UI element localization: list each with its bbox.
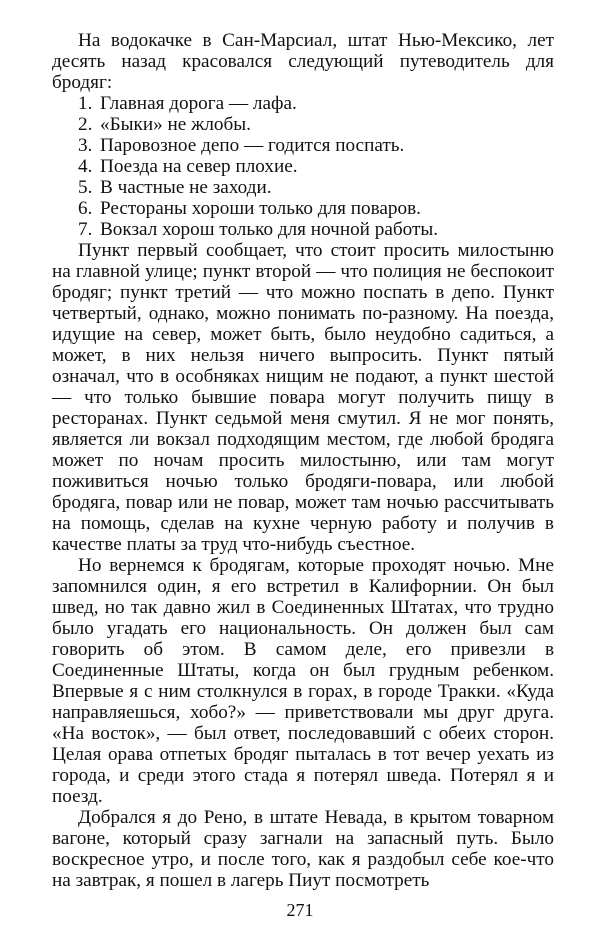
list-item-number: 7. <box>78 219 93 240</box>
intro-paragraph: На водокачке в Сан-Марсиал, штат Нью-Мексико, лет десять назад красовался следующий путеводитель для бродяг: <box>52 30 554 93</box>
body-paragraph-rules-explained: Пункт первый сообщает, что стоит просить милостыню на главной улице; пункт второй — что полиция не беспокоит бродяг; пункт третий — что можно поспать в депо. Пункт четвертый, однако, можно понимать по-разному. На поезда, идущие на север, может быть, было неудобно садиться, а может, в них нельзя ничего выпросить. Пункт пятый означал, что в особняках нищим не подают, а пункт шестой — что только бывшие повара могут получить пищу в ресторанах. Пункт седьмой меня смутил. Я не мог понять, является ли вокзал подходящим местом, где любой бродяга может по ночам просить милостыню, или там могут поживиться ночью только бродяги-повара, или любой бродяга, повар или не повар, может там ночью рассчитывать на помощь, сделав на кухне черную работу и получив в качестве платы за труд что-нибудь съестное. <box>52 240 554 555</box>
list-item <box>52 156 554 177</box>
list-item <box>52 114 554 135</box>
page-number: 271 <box>286 900 314 920</box>
list-item-number: 4. <box>78 156 93 177</box>
list-item <box>52 177 554 198</box>
list-item-number: 2. <box>78 114 93 135</box>
list-item <box>52 198 554 219</box>
list-item-text: «Быки» не жлобы. <box>100 114 251 135</box>
list-item-text: Поезда на север плохие. <box>100 156 298 177</box>
list-item-number: 5. <box>78 177 93 198</box>
list-item <box>52 93 554 114</box>
list-item-text: Рестораны хороши только для поваров. <box>100 198 421 219</box>
body-paragraph-reno: Добрался я до Рено, в штате Невада, в крытом товарном вагоне, который сразу загнали на запасный путь. Было воскресное утро, и после того, как я раздобыл себе кое-что на завтрак, я пошел в лагерь Пиут посмотреть <box>52 807 554 891</box>
body-paragraph-swede: Но вернемся к бродягам, которые проходят ночью. Мне запомнился один, я его встретил в Калифорнии. Он был швед, но так давно жил в Соединенных Штатах, что трудно было угадать его национальность. Он должен был сам говорить об этом. В самом деле, его привезли в Соединенные Штаты, когда он был грудным ребенком. Впервые я с ним столкнулся в горах, в городе Тракки. «Куда направляешься, хобо?» — приветствовали мы друг друга. «На восток», — был ответ, последовавший с обеих сторон. Целая орава отпетых бродяг пыталась в тот вечер уехать из города, и среди этого стада я потерял шведа. Потерял я и поезд. <box>52 555 554 807</box>
guide-rules-list <box>52 93 554 240</box>
list-item-text: Паровозное депо — годится поспать. <box>100 135 405 156</box>
list-item-number: 6. <box>78 198 93 219</box>
list-item <box>52 219 554 240</box>
list-item-text: Главная дорога — лафа. <box>100 93 297 114</box>
list-item-text: Вокзал хорош только для ночной работы. <box>100 219 439 240</box>
book-page <box>52 30 554 891</box>
list-item <box>52 135 554 156</box>
list-item-number: 1. <box>78 93 93 114</box>
list-item-number: 3. <box>78 135 93 156</box>
list-item-text: В частные не заходи. <box>100 177 272 198</box>
